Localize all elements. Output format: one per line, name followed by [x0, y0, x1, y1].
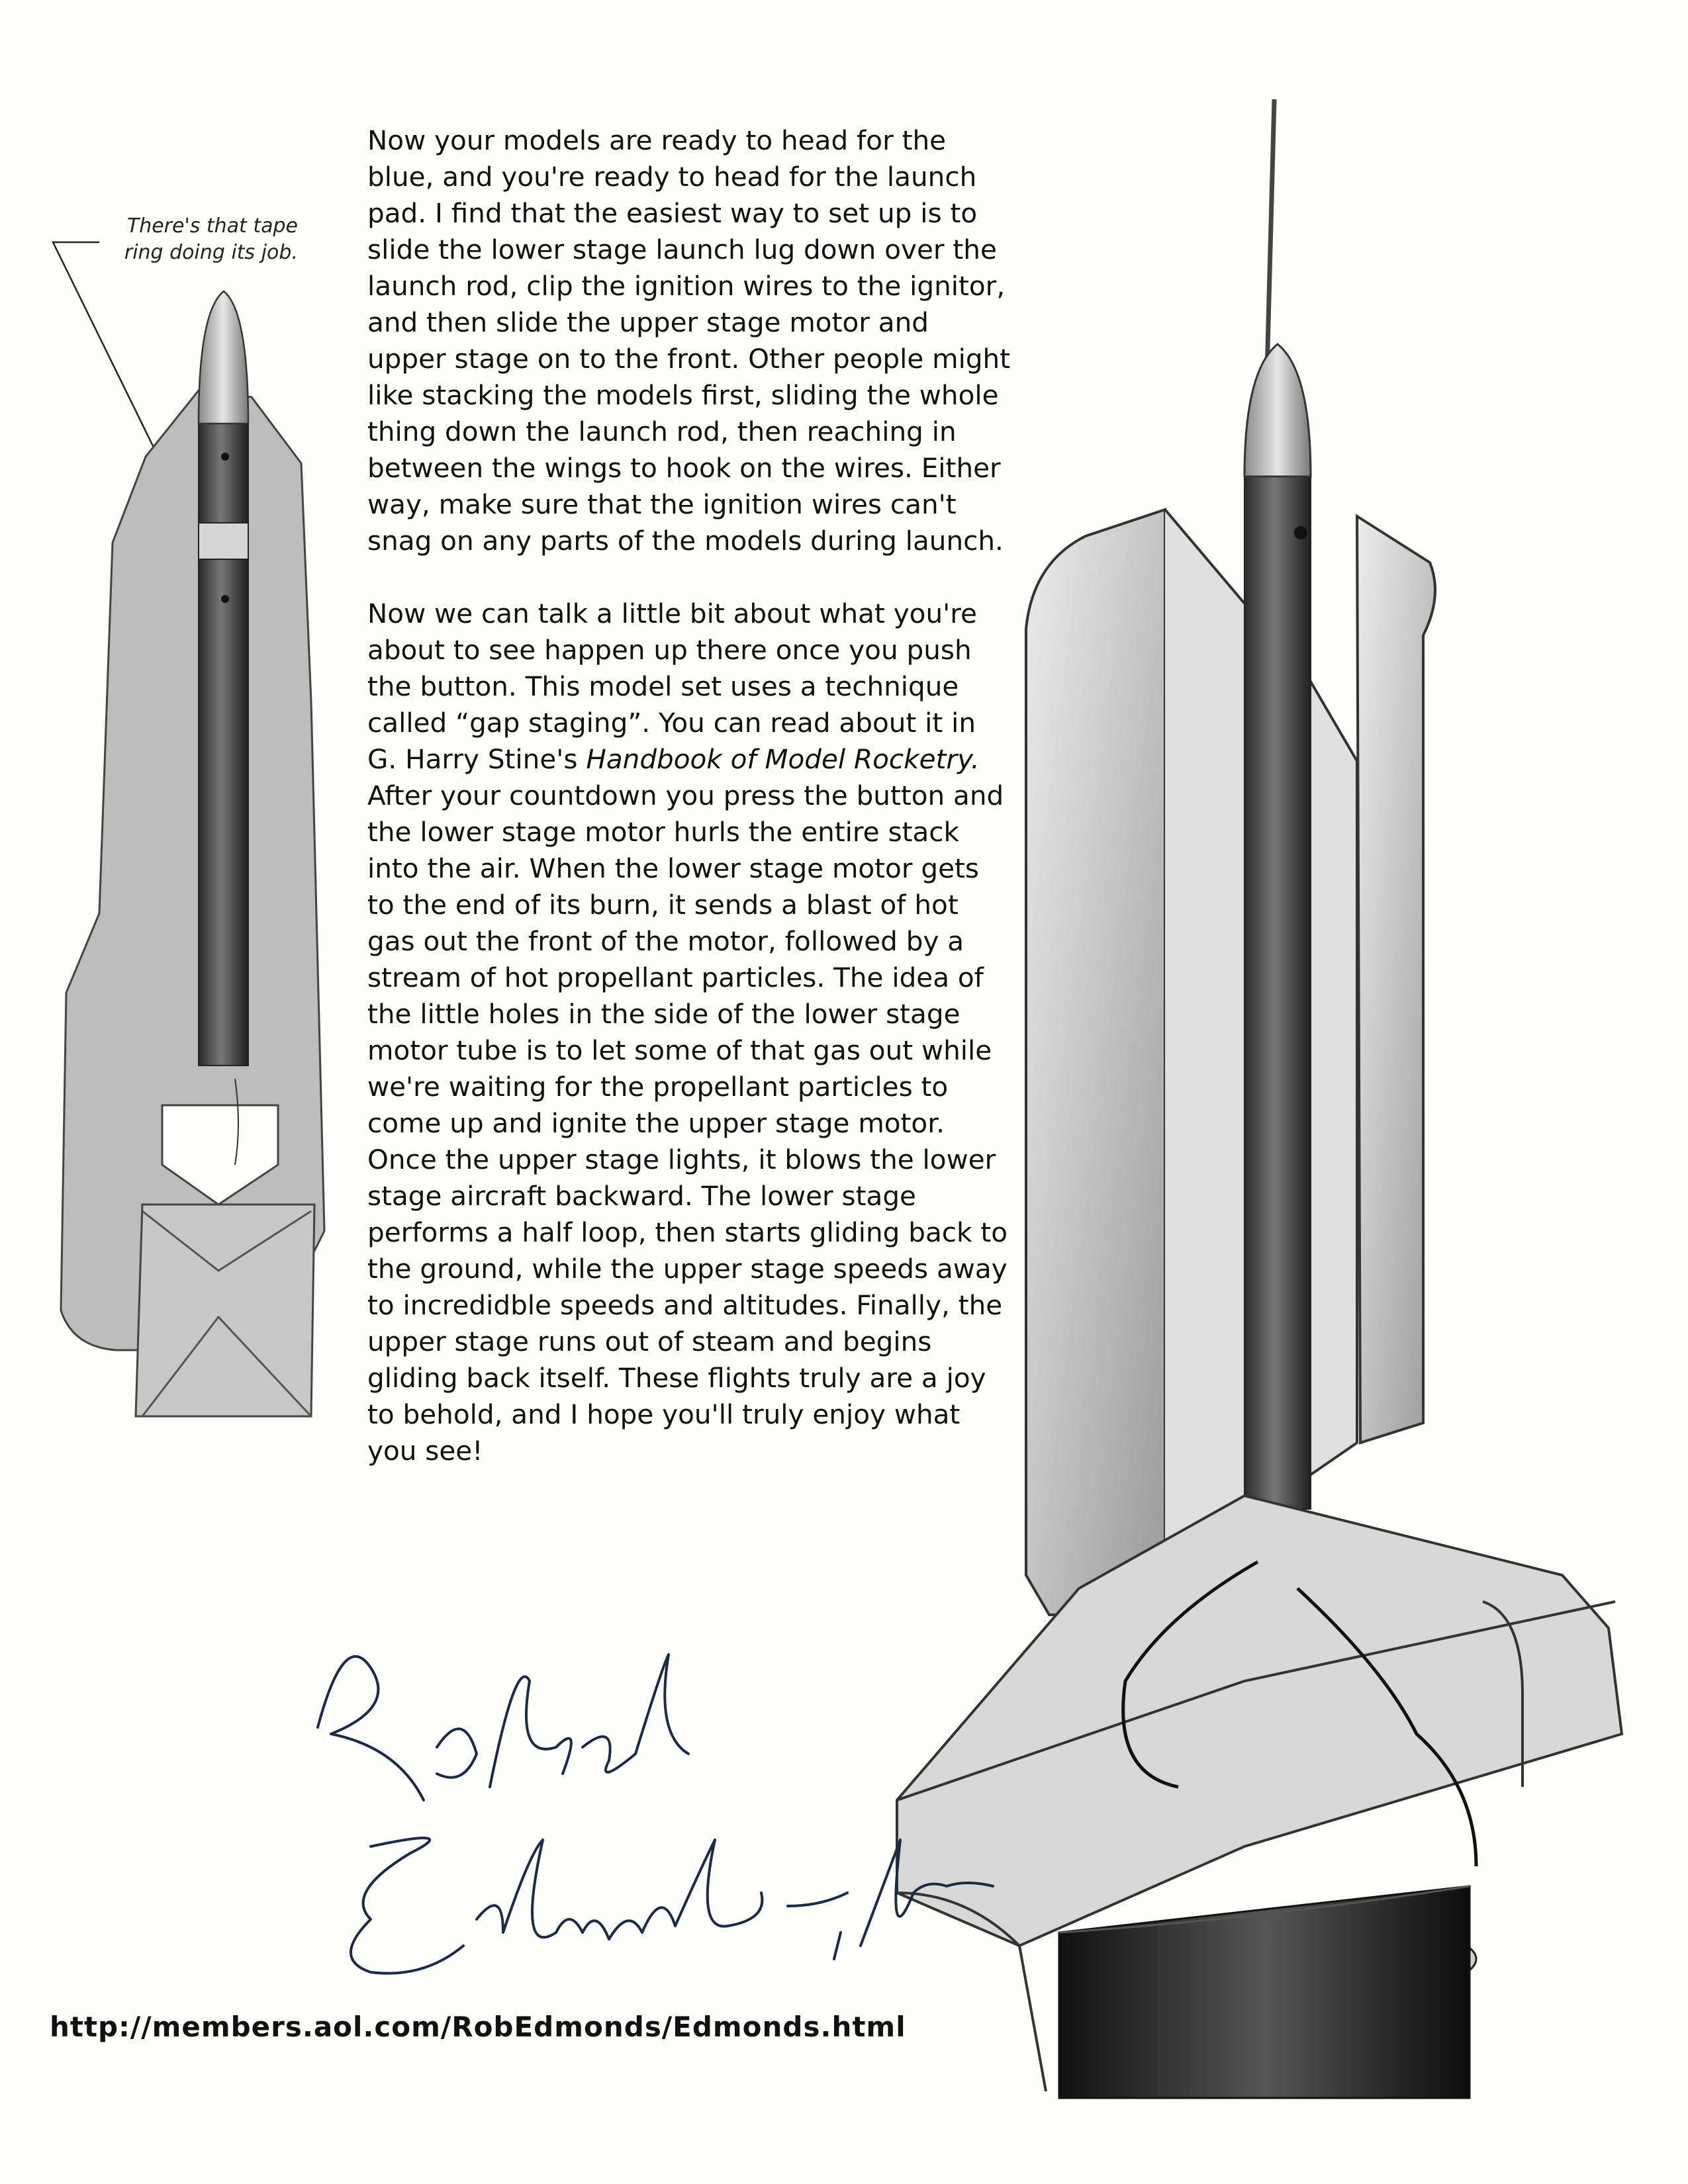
small-rocket-illustration [53, 242, 324, 1416]
article-body [367, 122, 1013, 1506]
illustration-caption: There's that tape ring doing its job. [124, 214, 298, 264]
book-title: Handbook of Model Rocketry. [586, 743, 980, 775]
paragraph-2-text: Now we can talk a little bit about what you're about to see happen up there once you push the button. This model set uses a technique called “gap staging”. You can read about it in G. Harry Stine's [367, 598, 977, 775]
website-url[interactable]: http://members.aol.com/RobEdmonds/Edmonds.html [50, 2011, 906, 2043]
paragraph-gap-staging [367, 596, 1013, 1469]
paragraph-2-text-continued: After your countdown you press the button and the lower stage motor hurls the entire stack into the air. When the lower stage motor gets to the end of its burn, it sends a blast of hot gas out the front of the motor, followed by a stream of hot propellant particles. The idea of the little holes in the side of the lower stage motor tube is to let some of that gas out while we're waiting for the propellant particles to come up and ignite the upper stage motor. Once the upper stage lights, it blows the lower stage aircraft backward. The lower stage performs a half loop, then starts gliding back to the ground, while the upper stage speeds away to incredidble speeds and altitudes. Finally, the upper stage runs out of steam and begins gliding back itself. These flights truly are a joy to behold, and I hope you'll truly enjoy what you see! [367, 780, 1008, 1467]
paragraph-launch-setup: Now your models are ready to head for the blue, and you're ready to head for the launch pad. I find that the easiest way to set up is to slide the lower stage launch lug down over the launch rod, clip the ignition wires to the ignitor, and then slide the upper stage motor and upper stage on to the front. Other people might like stacking the models first, sliding the whole thing down the launch rod, then reaching in between the wings to hook on the wires. Either way, make sure that the ignition wires can't snag on any parts of the models during launch. [367, 124, 1011, 557]
signature-image [318, 1655, 993, 1974]
